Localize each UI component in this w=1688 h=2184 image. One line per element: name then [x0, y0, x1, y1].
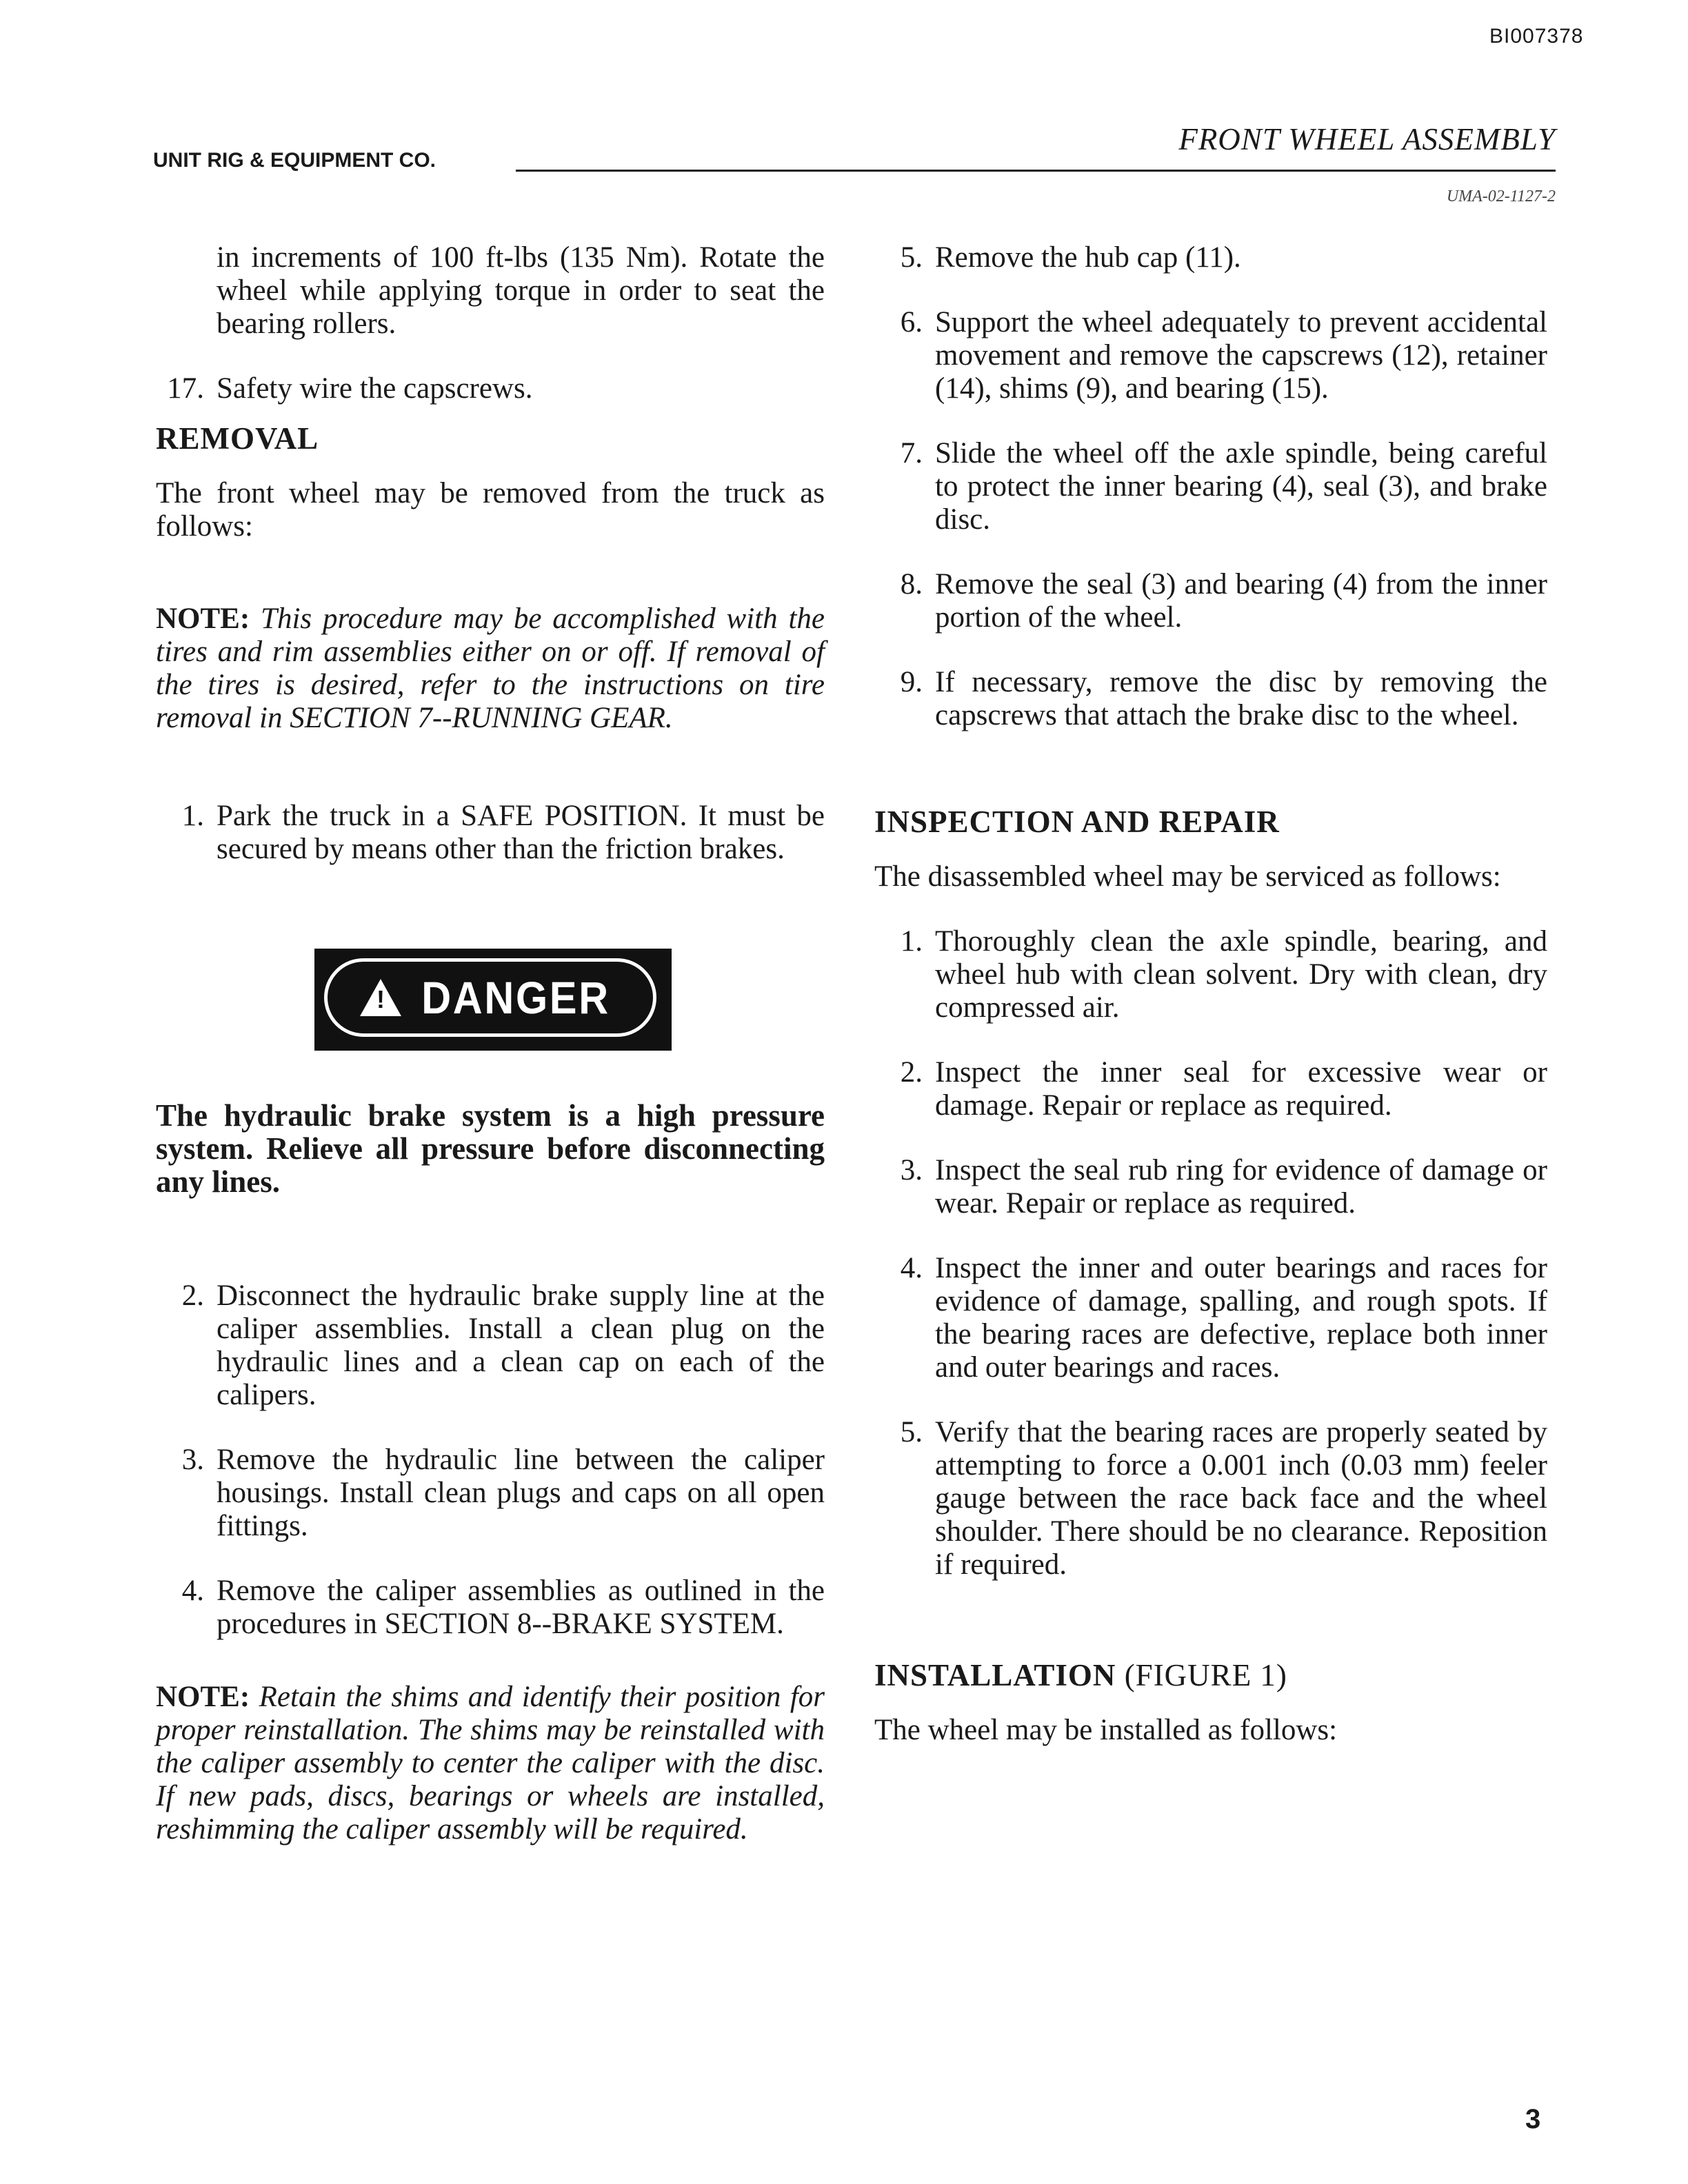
note-block [156, 603, 825, 735]
step-text: Thoroughly clean the axle spindle, bearing, and wheel hub with clean solvent. Dry with clean, dry compressed air. [935, 925, 1547, 1024]
section-title: FRONT WHEEL ASSEMBLY [1178, 122, 1556, 156]
danger-warning-text: The hydraulic brake system is a high pressure system. Relieve all pressure before disconnecting any lines. [156, 1098, 825, 1199]
note-text: Retain the shims and identify their position for proper reinstallation. The shims may be reinstalled with the caliper assembly to center the caliper with the disc. If new pads, discs, bearings or wheels are installed, reshimming the caliper assembly will be required. [156, 1681, 825, 1846]
installation-figure-ref: (FIGURE 1) [1124, 1658, 1287, 1692]
removal-heading: REMOVAL [156, 421, 319, 456]
step-text: Slide the wheel off the axle spindle, being careful to protect the inner bearing (4), seal (3), and brake disc. [935, 437, 1547, 536]
step-item [874, 568, 1547, 634]
step-number: 9. [900, 666, 923, 698]
inspection-item [874, 1252, 1547, 1384]
step-item [156, 800, 825, 866]
step-text: Support the wheel adequately to prevent accidental movement and remove the capscrews (12), retainer (14), shims (9), and bearing (15). [935, 306, 1547, 405]
step-item [874, 666, 1547, 732]
installation-intro: The wheel may be installed as follows: [874, 1714, 1338, 1746]
left-column [156, 241, 825, 1878]
step-number: 17. [167, 372, 204, 405]
step-item [874, 437, 1547, 536]
step-number: 1. [181, 800, 204, 832]
danger-label: DANGER [421, 972, 610, 1023]
step-item [156, 1444, 825, 1543]
header-rule [516, 170, 1556, 172]
continued-step-text: in increments of 100 ft-lbs (135 Nm). Rotate the wheel while applying torque in order to seat the bearing rollers. [217, 241, 825, 340]
step-text: Remove the caliper assemblies as outlined in the procedures in SECTION 8--BRAKE SYSTEM. [217, 1575, 825, 1640]
step-item [156, 1280, 825, 1412]
step-text: Safety wire the capscrews. [217, 372, 533, 405]
step-item [874, 241, 1547, 274]
exclamation-glyph: ! [376, 985, 385, 1013]
note-label: NOTE: [156, 1681, 250, 1713]
step-text: Remove the hydraulic line between the caliper housings. Install clean plugs and caps on all open fittings. [217, 1444, 825, 1542]
step-text: Inspect the seal rub ring for evidence of damage or wear. Repair or replace as required. [935, 1154, 1547, 1220]
danger-sign [314, 949, 672, 1051]
step-text: Remove the hub cap (11). [935, 241, 1241, 274]
step-number: 1. [900, 925, 923, 958]
inspection-intro: The disassembled wheel may be serviced as follows: [874, 860, 1501, 893]
step-text: Inspect the inner and outer bearings and races for evidence of damage, spalling, and rough spots. If the bearing races are defective, replace both inner and outer bearings and races. [935, 1252, 1547, 1384]
step-number: 7. [900, 437, 923, 469]
step-item [156, 1575, 825, 1641]
installation-heading-text: INSTALLATION [874, 1658, 1116, 1692]
step-text: Verify that the bearing races are properly seated by attempting to force a 0.001 inch (0.03 mm) feeler gauge between the race back face and the wheel shoulder. There should be no clearance. Reposition if required. [935, 1416, 1547, 1581]
warning-triangle-icon [360, 979, 401, 1016]
step-number: 4. [900, 1252, 923, 1284]
note-label: NOTE: [156, 603, 250, 635]
step-text: Inspect the inner seal for excessive wear or damage. Repair or replace as required. [935, 1056, 1547, 1122]
danger-pill [324, 958, 656, 1037]
step-number: 8. [900, 568, 923, 600]
step-text: Remove the seal (3) and bearing (4) from the inner portion of the wheel. [935, 568, 1547, 634]
step-item [156, 372, 825, 405]
step-number: 3. [900, 1154, 923, 1186]
inspection-item [874, 1056, 1547, 1122]
right-column [874, 241, 1547, 1779]
step-number: 2. [181, 1280, 204, 1312]
step-item [874, 306, 1547, 405]
step-text: Disconnect the hydraulic brake supply line at the caliper assemblies. Install a clean plug on the hydraulic lines and a clean cap on each of the calipers. [217, 1280, 825, 1411]
inspection-item [874, 1154, 1547, 1220]
step-number: 5. [900, 241, 923, 274]
step-text: Park the truck in a SAFE POSITION. It must be secured by means other than the friction brakes. [217, 800, 825, 865]
document-code: UMA-02-1127-2 [1446, 188, 1556, 205]
step-number: 2. [900, 1056, 923, 1089]
danger-sign-wrapper [156, 949, 825, 1051]
inspection-item [874, 1416, 1547, 1581]
step-text: If necessary, remove the disc by removing the capscrews that attach the brake disc to the wheel. [935, 666, 1547, 731]
inspection-heading: INSPECTION AND REPAIR [874, 805, 1280, 839]
document-id: BI007378 [1489, 25, 1584, 48]
step-number: 3. [181, 1444, 204, 1476]
step-number: 5. [900, 1416, 923, 1448]
note-block [156, 1681, 825, 1846]
company-name: UNIT RIG & EQUIPMENT CO. [153, 149, 436, 172]
note-text: This procedure may be accomplished with the tires and rim assemblies either on or off. If removal of the tires is desired, refer to the instructions on tire removal in SECTION 7--RUNNING GEAR. [156, 603, 825, 734]
step-number: 4. [181, 1575, 204, 1607]
step-number: 6. [900, 306, 923, 338]
installation-heading [874, 1657, 1547, 1693]
page-number: 3 [1525, 2104, 1541, 2134]
inspection-item [874, 925, 1547, 1024]
removal-intro: The front wheel may be removed from the truck as follows: [156, 477, 825, 543]
